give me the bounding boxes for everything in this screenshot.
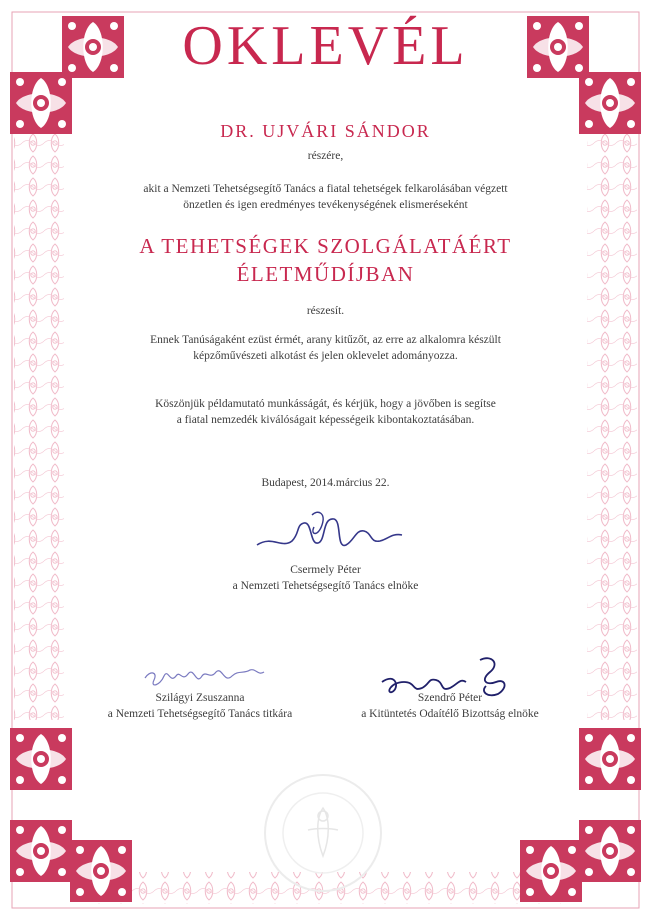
testimony-line-2: képzőművészeti alkotást és jelen oklevelet adományozza. (193, 350, 458, 362)
thanks-line-1: Köszönjük példamutató munkásságát, és kérjük, hogy a jövőben is segítse (155, 398, 496, 410)
award-title-line-1: A TEHETSÉGEK SZOLGÁLATÁÉRT (139, 234, 512, 258)
grants-text: részesít. (306, 305, 345, 317)
for-recipient-text: részére, (307, 150, 344, 162)
thanks-line-2: a fiatal nemzedék kiválóságait képességeik kibontakoztatásában. (176, 414, 475, 426)
page-title: OKLEVÉL (182, 15, 469, 77)
left-signatory-role: a Nemzeti Tehetségsegítő Tanács titkára (107, 708, 293, 720)
testimony-line-1: Ennek Tanúságaként ezüst érmét, arany kitűzőt, az erre az alkalomra készült (150, 334, 501, 346)
right-signatory-name: Szendrő Péter (417, 692, 483, 704)
signature-main (252, 505, 412, 561)
intro-line-1: akit a Nemzeti Tehetségsegítő Tanács a fiatal tehetségek felkarolásában végzett (143, 183, 508, 195)
main-signatory-role: a Nemzeti Tehetségsegítő Tanács elnöke (232, 580, 419, 592)
left-signatory-name: Szilágyi Zsuszanna (155, 692, 245, 704)
right-signatory-role: a Kitüntetés Odaítélő Bizottság elnöke (361, 708, 539, 720)
date-place: Budapest, 2014.március 22. (261, 477, 390, 489)
recipient-name: DR. UJVÁRI SÁNDOR (220, 121, 431, 141)
embossed-seal (258, 768, 388, 898)
main-signatory-name: Csermely Péter (290, 564, 361, 576)
signature-left (140, 654, 270, 694)
award-title-line-2: ÉLETMŰDÍJBAN (236, 262, 415, 286)
intro-line-2: önzetlen és igen eredményes tevékenységének elismeréseként (183, 199, 468, 211)
